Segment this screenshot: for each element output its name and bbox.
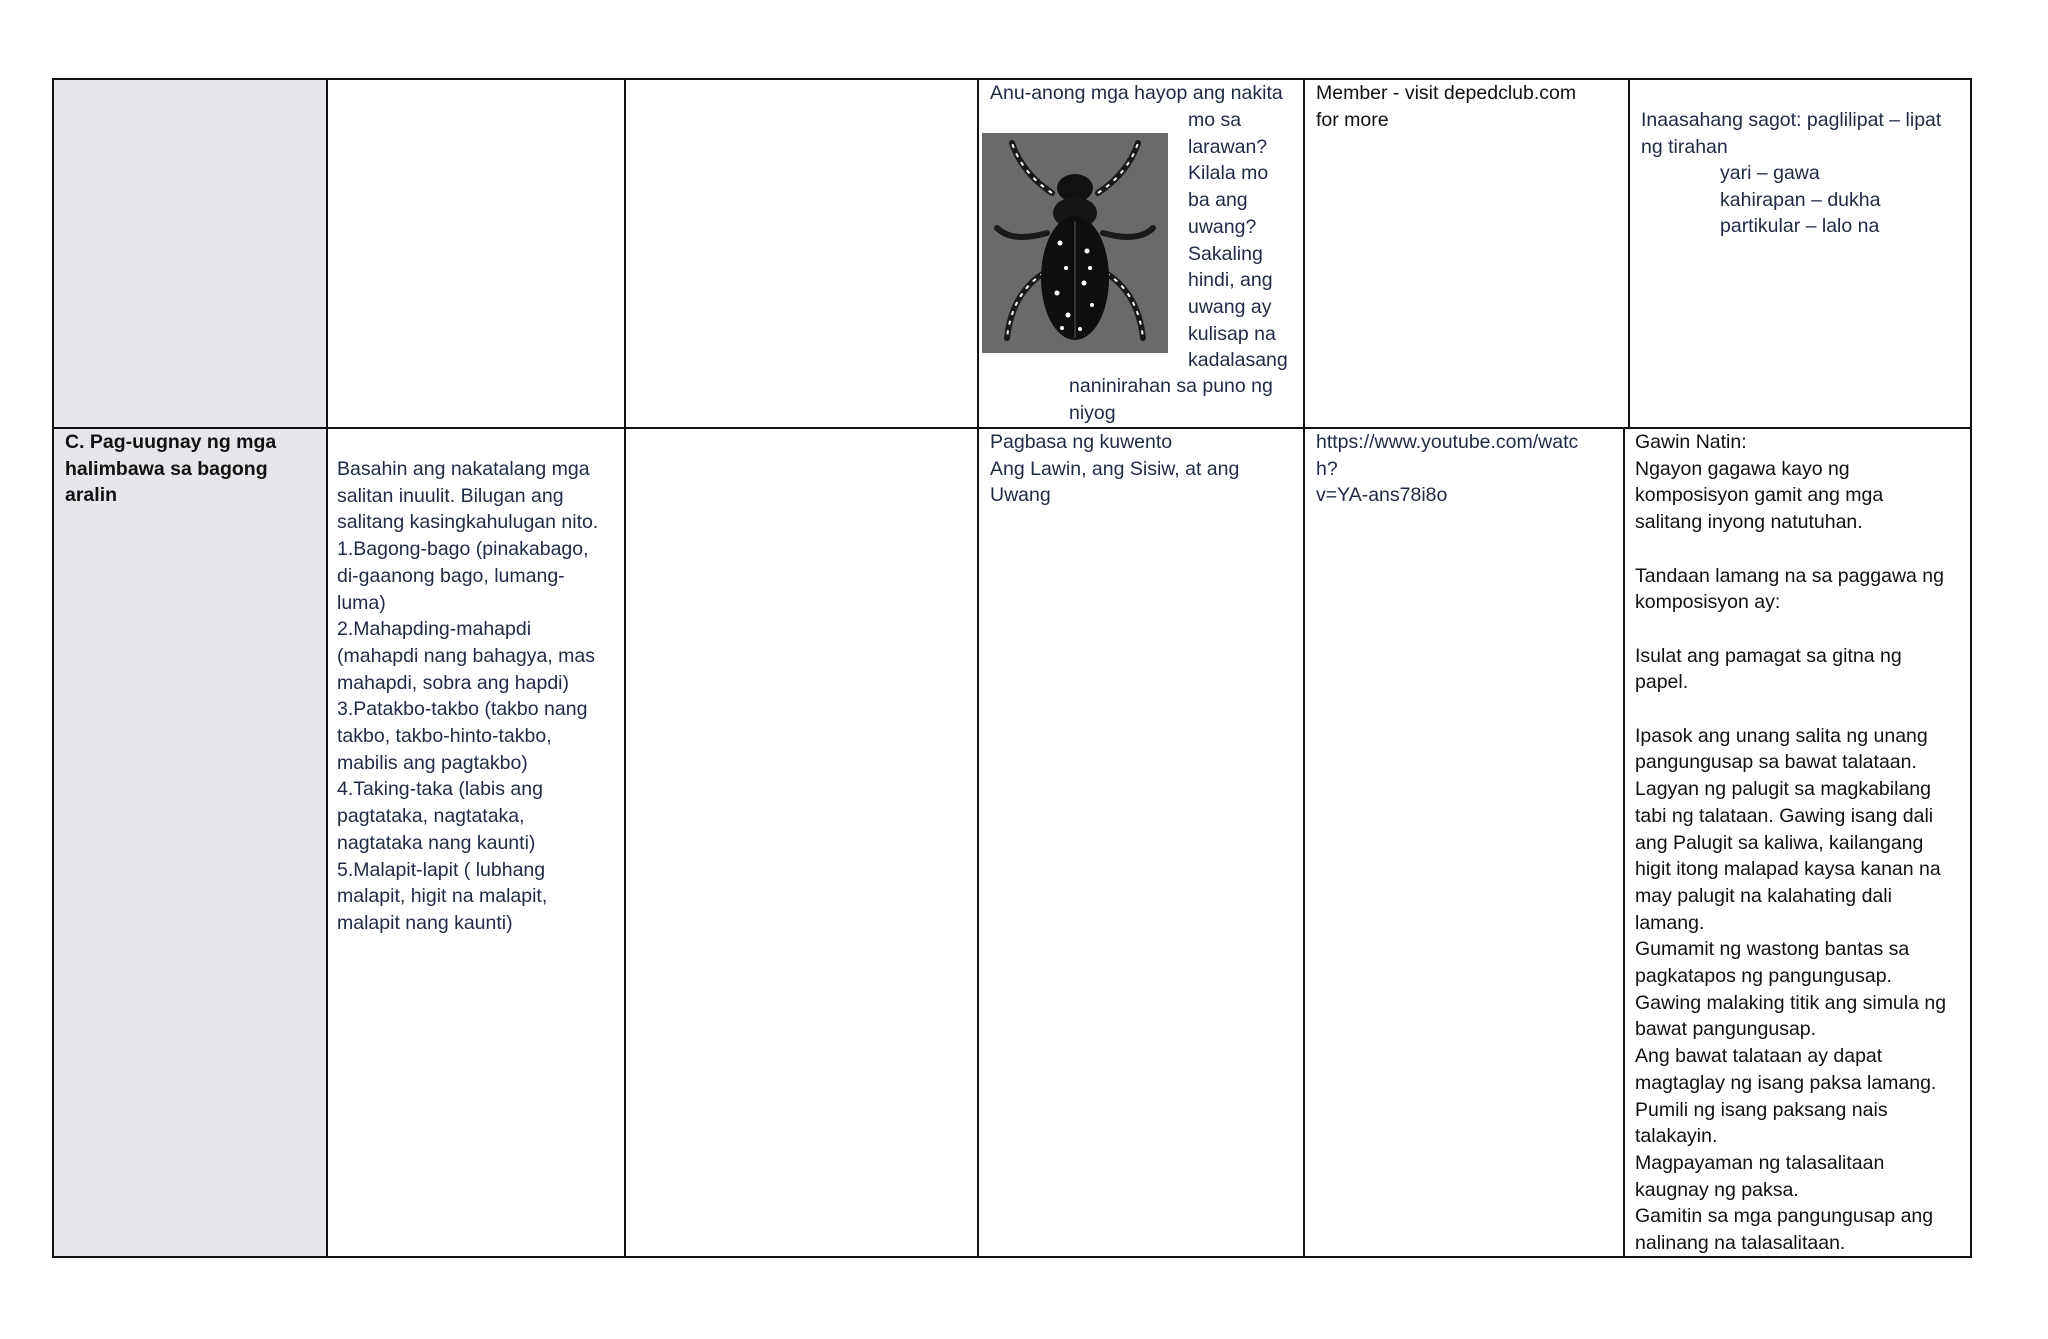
row1-col4-question-line: mo sa [1188, 109, 1242, 131]
col-divider-4 [1303, 78, 1305, 1258]
row1-col4-question-first-line: Anu-anong mga hayop ang nakita [990, 82, 1283, 104]
row2-col5-video-link[interactable]: https://www.youtube.com/watc h? v=YA-ans78i8o [1316, 431, 1579, 507]
row1-col4-question-line: niyog [1069, 401, 1116, 424]
row1-col4-question-line: naninirahan sa puno ng [1069, 375, 1273, 397]
table-left-border [52, 78, 54, 1258]
table-right-border [1970, 78, 1972, 1258]
col-divider-3 [977, 78, 979, 1258]
col-divider-2 [624, 78, 626, 1258]
row1-col4-question-line: hindi, ang [1188, 269, 1273, 292]
row2-col4-story: Pagbasa ng kuwento Ang Lawin, ang Sisiw, at ang Uwang [990, 431, 1240, 507]
row1-col4-question-line: kadalasang [1188, 349, 1288, 372]
row1-col4-question-line: larawan? [1188, 135, 1268, 158]
row1-col4-question-line: Kilala mo [1188, 162, 1269, 185]
col-divider-1 [326, 78, 328, 1258]
row1-col4-question-line: kulisap na [1188, 322, 1276, 345]
col-divider-5a [1628, 78, 1630, 428]
row1-col4-question-line: ba ang [1188, 189, 1248, 212]
col-divider-5b [1623, 427, 1625, 1258]
word-pair-item: partikular – lalo na [1720, 215, 1880, 238]
row2-col2-instructions: Basahin ang nakatalang mga salitan inuulit. Bilugan ang salitang kasingkahulugan nito. 1.Bagong-bago (pinakabago, di-gaanong bago, lumang- luma) 2.Mahapding-mahapdi (mahapdi nang bahagya, mas mahapdi, sobra ang hapdi) 3.Patakbo-takbo (takbo nang takbo, takbo-hinto-takbo, mabilis ang pagtakbo) 4.Taking-taka (labis ang pagtataka, nagtataka, nagtataka nang kaunti) 5.Malapit-lapit ( lubhang malapit, higit na malapit, malapit nang kaunti) [337, 458, 599, 934]
beetle-icon [982, 133, 1168, 353]
row2-col1-shade [54, 429, 327, 1256]
row2-col6-composition-guide: Gawin Natin: Ngayon gagawa kayo ng komposisyon gamit ang mga salitang inyong natutuhan. Tandaan lamang na sa paggawa ng komposisyon ay: Isulat ang pamagat sa gitna ng papel. Ipasok ang unang salita ng unang pangungusap sa bawat talataan. Lagyan ng palugit sa magkabilang tabi ng talataan. Gawing isang dali ang Palugit sa kaliwa, kailangang higit itong malapad kaysa kanan na may palugit na kalahating dali lamang. Gumamit ng wastong bantas sa pagkatapos ng pangungusap. Gawing malaking titik ang simula ng bawat pangungusap. Ang bawat talataan ay dapat magtaglay ng isang paksa lamang. Pumili ng isang paksang nais talakayin. Magpayaman ng talasalitaan kaugnay ng paksa. Gamitin sa mga pangungusap ang nalinang na talasalitaan. [1635, 431, 1947, 1255]
row1-col4-question-line: uwang? [1188, 215, 1257, 238]
row1-col1-shade [54, 80, 327, 427]
row1-col4-question-line: Sakaling [1188, 242, 1263, 265]
row1-col5-member-note: Member - visit depedclub.com for more [1316, 82, 1577, 131]
word-pair-item: kahirapan – dukha [1720, 188, 1881, 211]
row1-col4-question-line: uwang ay [1188, 295, 1272, 318]
row1-col6-expected-answer: Inaasahang sagot: paglilipat – lipat ng tirahan [1641, 109, 1942, 158]
word-pair-item: yari – gawa [1720, 162, 1820, 184]
row2-col1-section-title: C. Pag-uugnay ng mga halimbawa sa bagong aralin [65, 431, 277, 507]
